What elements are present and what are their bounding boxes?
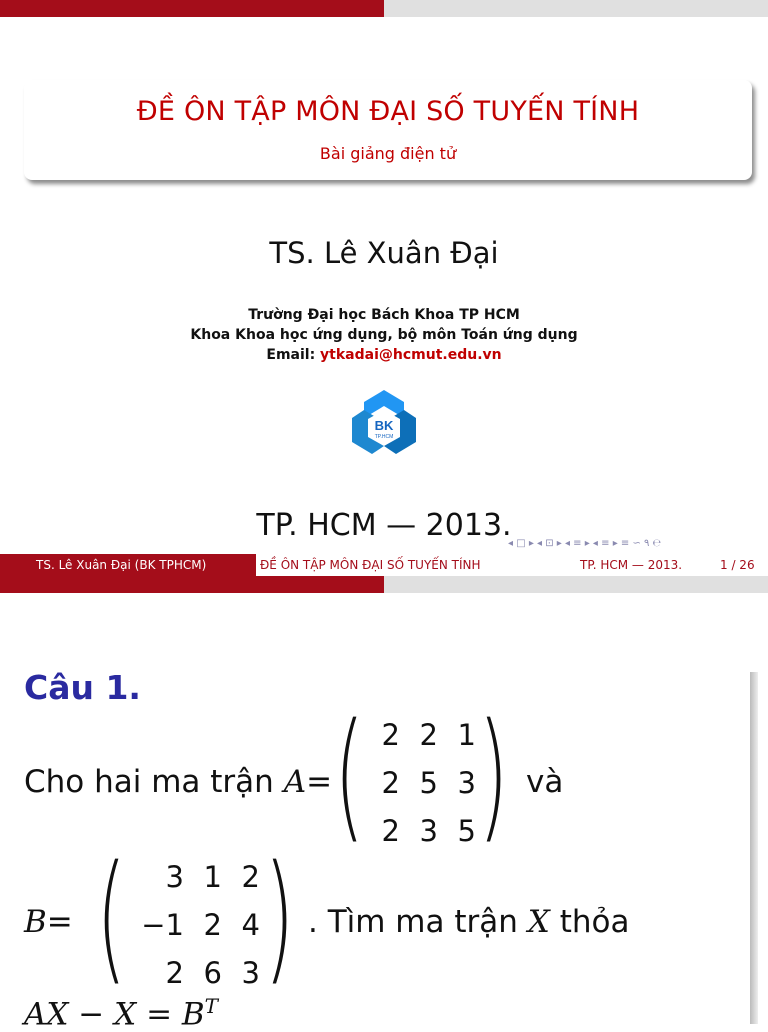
slide2-shadow (750, 672, 758, 1024)
question-line1 (24, 764, 332, 800)
matrix-b-cell: 4 (241, 908, 260, 942)
footer-bar (0, 554, 768, 576)
email-line (0, 345, 768, 365)
equation-line (24, 994, 218, 1032)
matrix-a-left-paren: ( (334, 694, 365, 857)
header-bar (0, 0, 768, 17)
equals-sign-a: = (306, 764, 333, 800)
matrix-b-cell: 6 (203, 956, 222, 990)
logo-text: BK (374, 418, 394, 433)
unknown-x: X (527, 904, 550, 940)
matrix-b-cell: 1 (203, 860, 222, 894)
matrix-b-cell: 3 (165, 860, 184, 894)
beamer-nav-icons[interactable]: ◂ □ ▸ ◂ ⊡ ▸ ◂ ≡ ▸ ◂ ≡ ▸ ≡ ∽ ۹ ℮ (508, 538, 662, 549)
matrix-b (128, 860, 260, 990)
title-box (24, 80, 752, 180)
matrix-a-cell: 3 (457, 766, 476, 800)
bk-logo (348, 388, 420, 460)
footer-section-author (0, 554, 256, 576)
slide2-header-accent (0, 576, 384, 593)
line2-suffix: . Tìm ma trận (308, 904, 518, 940)
institution-block (0, 305, 768, 365)
logo-subtext: TP.HCM (374, 434, 394, 440)
matrix-b-cell: 2 (241, 860, 260, 894)
matrix-b-cell: 2 (203, 908, 222, 942)
email-link[interactable]: ytkadai@hcmut.edu.vn (320, 347, 502, 363)
matrix-a-cell: 2 (381, 718, 400, 752)
matrix-a-right-paren: ) (478, 694, 509, 857)
matrix-a-name: A (283, 764, 307, 800)
matrix-a-cell: 2 (419, 718, 438, 752)
question-heading: Câu 1. (24, 668, 141, 707)
matrix-a-cell: 2 (381, 814, 400, 848)
matrix-b-cell: 2 (165, 956, 184, 990)
line1-prefix: Cho hai ma trận (24, 764, 274, 800)
question-line2-start (24, 904, 73, 940)
slide-title: ĐỀ ÔN TẬP MÔN ĐẠI SỐ TUYẾN TÍNH (136, 96, 640, 127)
footer-title: ĐỀ ÔN TẬP MÔN ĐẠI SỐ TUYẾN TÍNH (260, 558, 481, 572)
footer-date: TP. HCM — 2013. (580, 558, 683, 572)
slide-subtitle: Bài giảng điện tử (319, 144, 457, 163)
matrix-b-cell: 3 (241, 956, 260, 990)
email-label: Email: (266, 347, 316, 363)
equation: AX − X = B (24, 996, 205, 1032)
matrix-b-cell: −1 (141, 908, 184, 942)
footer-section-date (512, 554, 768, 576)
matrix-a-cell: 5 (419, 766, 438, 800)
author-name: TS. Lê Xuân Đại (269, 236, 499, 270)
footer-page-number: 1 / 26 (720, 558, 755, 572)
matrix-b-right-paren: ) (264, 836, 295, 999)
institution-line2: Khoa Khoa học ứng dụng, bộ môn Toán ứng dụng (190, 327, 578, 343)
matrix-b-name: B (24, 904, 47, 940)
place-year: TP. HCM — 2013. (256, 508, 512, 543)
matrix-a-cell: 3 (419, 814, 438, 848)
institution-line1: Trường Đại học Bách Khoa TP HCM (248, 307, 520, 323)
equals-sign-b: = (46, 904, 73, 940)
and-word: và (526, 764, 564, 800)
line2-end: thỏa (559, 904, 630, 940)
footer-author: TS. Lê Xuân Đại (BK TPHCM) (36, 558, 207, 572)
slide2-header-bar (0, 576, 768, 593)
matrix-a-cell: 5 (457, 814, 476, 848)
matrix-a (372, 718, 476, 848)
matrix-b-left-paren: ( (96, 836, 127, 999)
transpose-mark: T (204, 994, 219, 1018)
header-bar-accent (0, 0, 384, 17)
question-line2-end (308, 904, 629, 940)
matrix-a-cell: 1 (457, 718, 476, 752)
matrix-a-cell: 2 (381, 766, 400, 800)
footer-section-title (256, 554, 512, 576)
